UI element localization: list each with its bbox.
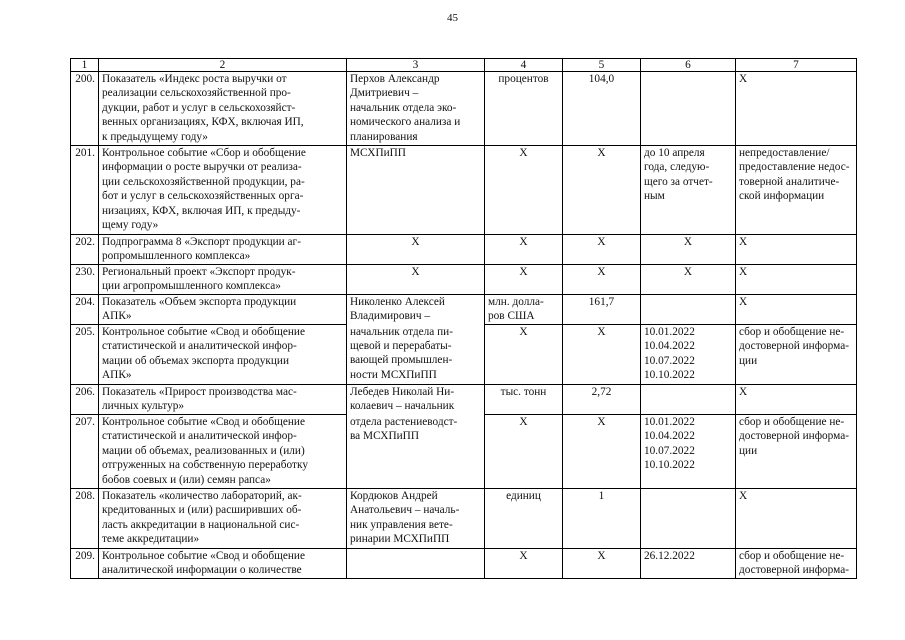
row-name: Показатель «количество лабораторий, ак- кредитованных и (или) расширивших об- ласть аккредитации в национальной сис- теме аккредитации» xyxy=(99,489,347,549)
row-name: Показатель «Объем экспорта продукции АПК» xyxy=(99,295,347,325)
row-value: Х xyxy=(563,146,641,235)
row-number: 202. xyxy=(71,235,99,265)
row-number: 204. xyxy=(71,295,99,325)
row-name: Региональный проект «Экспорт продук- ции агропромышленного комплекса» xyxy=(99,265,347,295)
row-unit: млн. долла- ров США xyxy=(485,295,563,325)
row-responsible: Кордюков Андрей Анатольевич – началь- ник управления вете- ринарии МСХПиПП xyxy=(347,489,485,549)
row-responsible xyxy=(347,549,485,579)
row-risk: непредоставление/ предоставление недос- товерной аналитиче- ской информации xyxy=(736,146,857,235)
row-risk: сбор и обобщение не- достоверной информа- xyxy=(736,549,857,579)
row-term: 10.01.2022 10.04.2022 10.07.2022 10.10.2022 xyxy=(641,415,736,489)
table-row xyxy=(71,295,857,325)
table-row xyxy=(71,235,857,265)
page-number: 45 xyxy=(447,12,458,24)
row-name: Подпрограмма 8 «Экспорт продукции аг- ропромышленного комплекса» xyxy=(99,235,347,265)
row-unit: Х xyxy=(485,265,563,295)
row-responsible: Лебедев Николай Ни- колаевич – начальник xyxy=(347,385,485,415)
row-unit: единиц xyxy=(485,489,563,549)
table-row xyxy=(71,489,857,549)
row-number: 206. xyxy=(71,385,99,415)
column-header: 6 xyxy=(641,59,736,72)
table-row xyxy=(71,415,857,489)
row-responsible: Николенко Алексей Владимирович – xyxy=(347,295,485,325)
row-risk: Х xyxy=(736,295,857,325)
row-responsible: Перхов Александр Дмитриевич – начальник отдела эко- номического анализа и планирования xyxy=(347,72,485,146)
row-unit: Х xyxy=(485,325,563,385)
row-value: 2,72 xyxy=(563,385,641,415)
table-row xyxy=(71,325,857,385)
row-term xyxy=(641,385,736,415)
column-header: 1 xyxy=(71,59,99,72)
row-number: 208. xyxy=(71,489,99,549)
row-risk: Х xyxy=(736,265,857,295)
table-row xyxy=(71,385,857,415)
row-number: 230. xyxy=(71,265,99,295)
row-name: Контрольное событие «Сбор и обобщение информации о росте выручки от реализа- ции сельскохозяйственной продукции, ра- бот и услуг в сельскохозяйственных орга- низациях, КФХ, включая ИП, к предыду- щему году» xyxy=(99,146,347,235)
row-term: Х xyxy=(641,265,736,295)
row-risk: сбор и обобщение не- достоверной информа- ции xyxy=(736,325,857,385)
row-value: Х xyxy=(563,265,641,295)
row-term xyxy=(641,72,736,146)
table-row xyxy=(71,265,857,295)
row-term: 10.01.2022 10.04.2022 10.07.2022 10.10.2022 xyxy=(641,325,736,385)
row-unit: Х xyxy=(485,146,563,235)
row-number: 201. xyxy=(71,146,99,235)
row-name: Показатель «Прирост производства мас- личных культур» xyxy=(99,385,347,415)
row-value: 1 xyxy=(563,489,641,549)
row-risk: Х xyxy=(736,489,857,549)
row-value: Х xyxy=(563,325,641,385)
row-name: Контрольное событие «Свод и обобщение статистической и аналитической инфор- мации об объемах, реализованных и (или) отгруженных на собственную переработку бобов соевых и (или) семян рапса» xyxy=(99,415,347,489)
row-unit: Х xyxy=(485,549,563,579)
row-term xyxy=(641,295,736,325)
row-number: 200. xyxy=(71,72,99,146)
row-number: 205. xyxy=(71,325,99,385)
row-responsible: отдела растениеводст- ва МСХПиПП xyxy=(347,415,485,489)
column-header: 5 xyxy=(563,59,641,72)
row-responsible: Х xyxy=(347,235,485,265)
table-header-row xyxy=(71,59,857,72)
row-value: 161,7 xyxy=(563,295,641,325)
row-term xyxy=(641,489,736,549)
table-row xyxy=(71,72,857,146)
row-responsible: МСХПиПП xyxy=(347,146,485,235)
table-row xyxy=(71,549,857,579)
row-unit: тыс. тонн xyxy=(485,385,563,415)
column-header: 4 xyxy=(485,59,563,72)
row-number: 207. xyxy=(71,415,99,489)
row-unit: процентов xyxy=(485,72,563,146)
row-term: до 10 апреля года, следую- щего за отчет- ным xyxy=(641,146,736,235)
row-name: Показатель «Индекс роста выручки от реализации сельскохозяйственной про- дукции, работ и услуг в сельскохозяйст- венных организациях, КФХ, включая ИП, к предыдущему году» xyxy=(99,72,347,146)
row-number: 209. xyxy=(71,549,99,579)
row-term: 26.12.2022 xyxy=(641,549,736,579)
row-responsible: начальник отдела пи- щевой и перерабаты- вающей промышлен- ности МСХПиПП xyxy=(347,325,485,385)
plan-table xyxy=(70,58,857,579)
table-row xyxy=(71,146,857,235)
row-responsible: Х xyxy=(347,265,485,295)
row-value: Х xyxy=(563,235,641,265)
row-risk: сбор и обобщение не- достоверной информа- ции xyxy=(736,415,857,489)
row-name: Контрольное событие «Свод и обобщение статистической и аналитической инфор- мации об объемах экспорта продукции АПК» xyxy=(99,325,347,385)
column-header: 3 xyxy=(347,59,485,72)
column-header: 7 xyxy=(736,59,857,72)
row-value: Х xyxy=(563,415,641,489)
row-name: Контрольное событие «Свод и обобщение аналитической информации о количестве xyxy=(99,549,347,579)
row-term: Х xyxy=(641,235,736,265)
row-unit: Х xyxy=(485,415,563,489)
row-risk: Х xyxy=(736,72,857,146)
column-header: 2 xyxy=(99,59,347,72)
row-risk: Х xyxy=(736,385,857,415)
row-value: Х xyxy=(563,549,641,579)
row-risk: Х xyxy=(736,235,857,265)
row-value: 104,0 xyxy=(563,72,641,146)
row-unit: Х xyxy=(485,235,563,265)
